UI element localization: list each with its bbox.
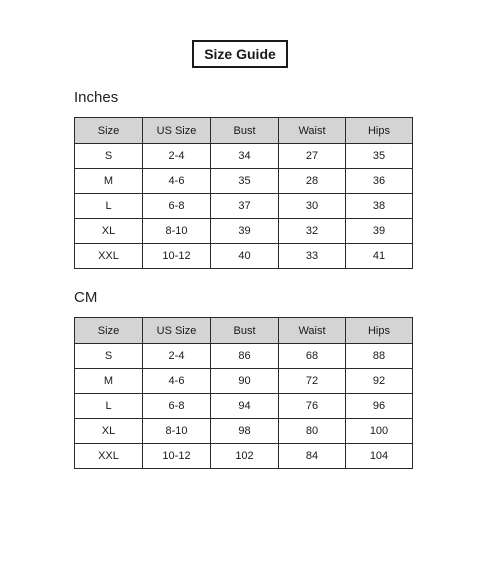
- column-header-us-size: US Size: [143, 118, 211, 144]
- cell-waist: 68: [279, 344, 346, 369]
- column-header-size: Size: [75, 318, 143, 344]
- cell-waist: 80: [279, 419, 346, 444]
- cell-hips: 39: [346, 219, 413, 244]
- column-header-bust: Bust: [211, 318, 279, 344]
- table-row: [75, 444, 413, 469]
- cell-bust: 90: [211, 369, 279, 394]
- cell-us-size: 6-8: [143, 394, 211, 419]
- table-row: [75, 219, 413, 244]
- cell-hips: 35: [346, 144, 413, 169]
- cell-bust: 98: [211, 419, 279, 444]
- column-header-bust: Bust: [211, 118, 279, 144]
- cell-us-size: 4-6: [143, 369, 211, 394]
- column-header-waist: Waist: [279, 318, 346, 344]
- cell-size: M: [75, 169, 143, 194]
- cell-bust: 39: [211, 219, 279, 244]
- cell-size: XXL: [75, 244, 143, 269]
- cm-size-table: [74, 317, 413, 469]
- table-row: [75, 369, 413, 394]
- cell-bust: 94: [211, 394, 279, 419]
- cell-size: L: [75, 194, 143, 219]
- cell-bust: 34: [211, 144, 279, 169]
- table-row: [75, 194, 413, 219]
- table-row: [75, 244, 413, 269]
- cell-us-size: 4-6: [143, 169, 211, 194]
- cell-bust: 35: [211, 169, 279, 194]
- cell-waist: 72: [279, 369, 346, 394]
- page-title: Size Guide: [192, 40, 288, 68]
- cell-size: XL: [75, 419, 143, 444]
- cell-size: S: [75, 344, 143, 369]
- cell-us-size: 8-10: [143, 219, 211, 244]
- cell-waist: 30: [279, 194, 346, 219]
- cell-bust: 37: [211, 194, 279, 219]
- cell-waist: 32: [279, 219, 346, 244]
- cell-us-size: 6-8: [143, 194, 211, 219]
- cell-hips: 96: [346, 394, 413, 419]
- cell-bust: 40: [211, 244, 279, 269]
- table-row: [75, 419, 413, 444]
- table-row: [75, 144, 413, 169]
- column-header-waist: Waist: [279, 118, 346, 144]
- cell-size: S: [75, 144, 143, 169]
- cell-size: M: [75, 369, 143, 394]
- cell-waist: 84: [279, 444, 346, 469]
- column-header-hips: Hips: [346, 318, 413, 344]
- table-header-row: [75, 118, 413, 144]
- table-row: [75, 169, 413, 194]
- cell-waist: 33: [279, 244, 346, 269]
- cell-hips: 36: [346, 169, 413, 194]
- column-header-us-size: US Size: [143, 318, 211, 344]
- cell-bust: 102: [211, 444, 279, 469]
- cell-waist: 76: [279, 394, 346, 419]
- cell-hips: 104: [346, 444, 413, 469]
- cell-hips: 88: [346, 344, 413, 369]
- cell-us-size: 10-12: [143, 244, 211, 269]
- cell-size: L: [75, 394, 143, 419]
- cell-us-size: 10-12: [143, 444, 211, 469]
- cm-section-label: CM: [74, 289, 98, 306]
- cell-hips: 92: [346, 369, 413, 394]
- cell-hips: 41: [346, 244, 413, 269]
- cell-us-size: 8-10: [143, 419, 211, 444]
- inches-section-label: Inches: [74, 89, 119, 106]
- cell-waist: 28: [279, 169, 346, 194]
- table-row: [75, 394, 413, 419]
- cell-hips: 38: [346, 194, 413, 219]
- cell-us-size: 2-4: [143, 144, 211, 169]
- cell-size: XXL: [75, 444, 143, 469]
- table-header-row: [75, 318, 413, 344]
- table-row: [75, 344, 413, 369]
- cell-hips: 100: [346, 419, 413, 444]
- column-header-hips: Hips: [346, 118, 413, 144]
- column-header-size: Size: [75, 118, 143, 144]
- cell-bust: 86: [211, 344, 279, 369]
- cell-waist: 27: [279, 144, 346, 169]
- cell-us-size: 2-4: [143, 344, 211, 369]
- inches-size-table: [74, 117, 413, 269]
- cell-size: XL: [75, 219, 143, 244]
